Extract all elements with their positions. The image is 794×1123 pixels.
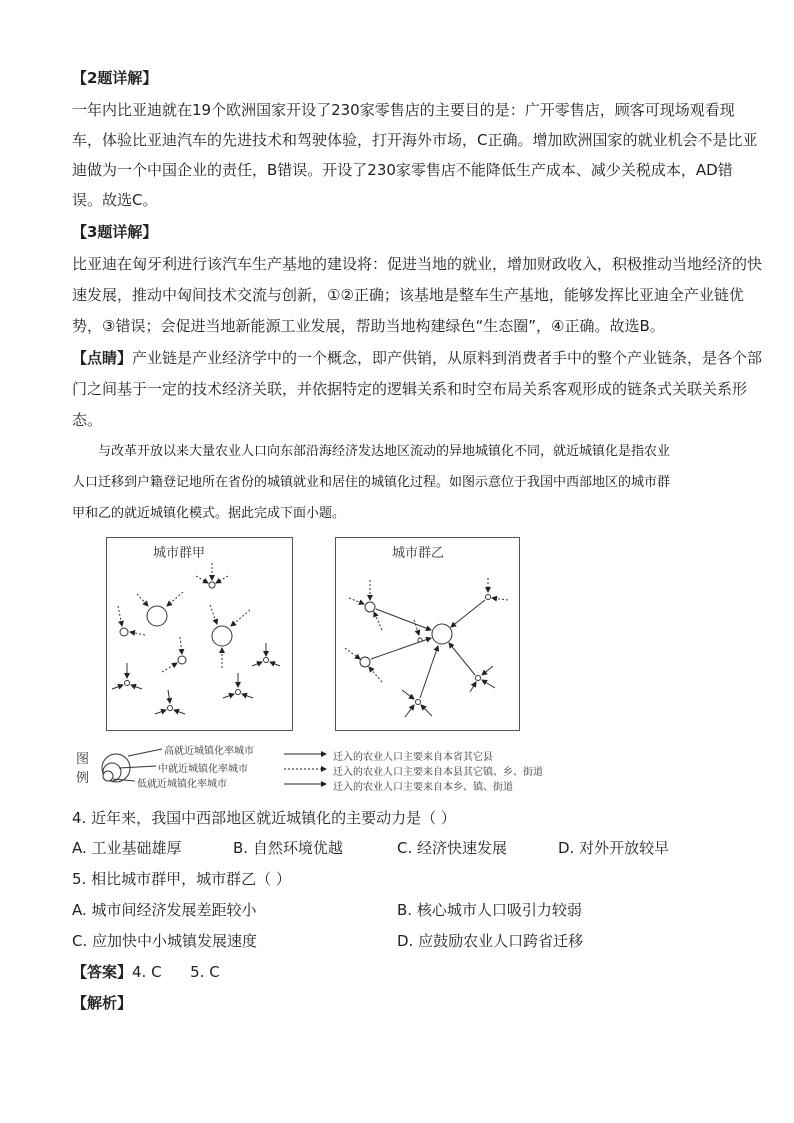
panel-a-mid-city-2 [178, 656, 186, 664]
figure-panel-a-title: 城市群甲 [153, 546, 206, 561]
panel-a-low-city-1 [125, 681, 130, 686]
q5-option-a[interactable]: A. 城市间经济发展差距较小 [72, 901, 257, 919]
q2-line-1: 一年内比亚迪就在19个欧洲国家开设了230家零售店的主要目的是：广开零售店，顾客可现场观看现 [72, 101, 735, 119]
panel-a-mid-city-3 [209, 582, 215, 588]
q5-option-c[interactable]: C. 应加快中小城镇发展速度 [72, 932, 258, 950]
answer-label: 【答案】 [72, 963, 133, 981]
passage-line-3: 甲和乙的就近城镇化模式。据此完成下面小题。 [72, 506, 346, 521]
panel-b-low-city-4 [418, 638, 422, 642]
figure-panel-b-title: 城市群乙 [392, 546, 445, 561]
q3-line-1: 比亚迪在匈牙利进行该汽车生产基地的建设将：促进当地的就业，增加财政收入，积极推动当地经济的快 [72, 255, 763, 273]
legend-arrow-1-label: 迁入的农业人口主要来自本省其它县 [333, 752, 493, 763]
q3-line-2: 速发展，推动中匈间技术交流与创新，①②正确；该基地是整车生产基地，能够发挥比亚迪全产业链优 [72, 286, 744, 304]
dianjing-heading: 【点睛】 [72, 349, 133, 367]
panel-b-low-city-3 [416, 700, 421, 705]
panel-b-mid-city-1 [365, 602, 375, 612]
dianjing-line-2: 门之间基于一定的技术经济关联，并依据特定的逻辑关系和时空布局关系客观形成的链条式关联关系形 [72, 380, 748, 398]
legend-low-circle [103, 771, 113, 781]
legend-arrows [284, 754, 326, 784]
q2-line-3: 迪做为一个中国企业的责任，B错误。开设了230家零售店不能降低生产成本、减少关税成本，AD错 [72, 161, 733, 179]
q5-stem: 5. 相比城市群甲，城市群乙（ ） [72, 870, 291, 888]
panel-a-mid-city-1 [120, 628, 128, 636]
dianjing-line-3: 态。 [72, 411, 103, 429]
dianjing-text-1: 产业链是产业经济学中的一个概念，即产供销，从原料到消费者手中的整个产业链条，是各个部 [132, 349, 763, 367]
q4-option-c[interactable]: C. 经济快速发展 [397, 839, 508, 857]
panel-b-mid-city-2 [360, 657, 370, 667]
q2-line-2: 车，体验比亚迪汽车的先进技术和驾驶体验，打开海外市场，C正确。增加欧洲国家的就业机会不是比亚 [72, 131, 758, 149]
q5-option-d[interactable]: D. 应鼓励农业人口跨省迁移 [397, 932, 584, 950]
q4-option-b[interactable]: B. 自然环境优越 [233, 839, 343, 857]
q2-line-4: 误。故选C。 [72, 191, 158, 209]
analysis-label: 【解析】 [72, 994, 133, 1012]
panel-a-high-city-1 [147, 606, 167, 626]
panel-a-low-city-4 [264, 658, 269, 663]
panel-a-high-city-2 [212, 626, 232, 646]
q3-heading: 【3题详解】 [72, 223, 158, 241]
legend-title-1: 图 [76, 752, 90, 767]
legend-title-2: 例 [76, 771, 90, 786]
panel-a-diagram [112, 563, 280, 714]
panel-b-low-city-1 [486, 595, 491, 600]
panel-a-low-city-3 [168, 706, 173, 711]
answer-line [72, 962, 220, 982]
q4-option-d[interactable]: D. 对外开放较早 [558, 839, 670, 857]
panel-b-core-city [432, 624, 452, 644]
q4-option-a[interactable]: A. 工业基础雄厚 [72, 839, 182, 857]
panel-a-low-city-2 [236, 690, 241, 695]
q5-option-b[interactable]: B. 核心城市人口吸引力较弱 [397, 901, 582, 919]
legend-arrow-2-label: 迁入的农业人口主要来自本县其它镇、乡、街道 [333, 767, 543, 778]
passage-line-1: 与改革开放以来大量农业人口向东部沿海经济发达地区流动的异地城镇化不同，就近城镇化是指农业 [98, 444, 671, 459]
legend-high-label: 高就近城镇化率城市 [164, 746, 254, 757]
panel-b-low-city-2 [476, 676, 481, 681]
q3-line-3: 势，③错误；会促进当地新能源工业发展，帮助当地构建绿色“生态圈”，④正确。故选B。 [72, 317, 665, 335]
panel-b-diagram [345, 578, 508, 717]
q2-heading: 【2题详解】 [72, 69, 158, 87]
passage-line-2: 人口迁移到户籍登记地所在省份的城镇就业和居住的城镇化过程。如图示意位于我国中西部地区的城市群 [72, 475, 671, 490]
q4-stem: 4. 近年来，我国中西部地区就近城镇化的主要动力是（ ） [72, 809, 456, 827]
legend-low-label: 低就近城镇化率城市 [137, 779, 227, 790]
answer-text: 4. C 5. C [132, 963, 220, 981]
legend-mid-label: 中就近城镇化率城市 [158, 764, 248, 775]
legend-arrow-3-label: 迁入的农业人口主要来自本乡、镇、街道 [333, 782, 513, 793]
